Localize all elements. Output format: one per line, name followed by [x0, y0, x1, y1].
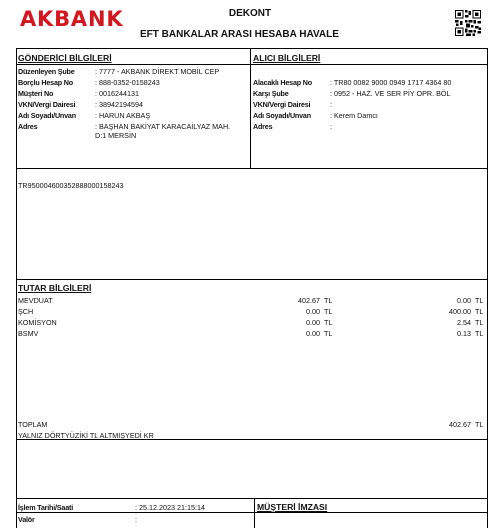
- amount-value: 402.67: [298, 296, 320, 305]
- amount-row-label: MEVDUAT: [18, 296, 53, 305]
- amount-currency-right: TL: [475, 318, 484, 327]
- receiver-field-label: Adı Soyadı/Unvan: [253, 111, 311, 120]
- receiver-field-value: : Kerem Damcı: [330, 111, 378, 120]
- amount-currency-right: TL: [475, 329, 484, 338]
- divider: [254, 498, 255, 528]
- amount-row-label: BSMV: [18, 329, 39, 338]
- amount-value: 0.00: [306, 329, 320, 338]
- sender-field-value: : 7777 - AKBANK DİREKT MOBİL CEP: [95, 67, 220, 76]
- amount-currency: TL: [324, 307, 333, 316]
- total-label: TOPLAM: [18, 420, 48, 429]
- customer-signature-label: MÜŞTERİ İMZASI: [257, 502, 328, 512]
- amount-currency: TL: [324, 318, 333, 327]
- sender-field-label: VKN/Vergi Dairesi: [18, 100, 76, 109]
- receiver-section-title: ALICI BİLGİLERİ: [253, 53, 321, 63]
- receiver-field-label: Adres: [253, 122, 273, 131]
- receiver-field-value: :: [330, 122, 332, 131]
- document-subtitle: EFT BANKALAR ARASI HESABA HAVALE: [140, 29, 339, 40]
- amount-value-right: 2.54: [457, 318, 471, 327]
- sender-field-value: : 0016244131: [95, 89, 139, 98]
- amounts-section-title: TUTAR BİLGİLERİ: [18, 283, 92, 293]
- amount-currency-right: TL: [475, 307, 484, 316]
- valor-label: Valör: [18, 515, 35, 524]
- amount-currency-right: TL: [475, 296, 484, 305]
- sender-field-value: : 38942194594: [95, 100, 143, 109]
- amount-currency: TL: [324, 329, 333, 338]
- sender-field-value: : HARUN AKBAŞ: [95, 111, 151, 120]
- receiver-field-label: Karşı Şube: [253, 89, 289, 98]
- amount-value: 0.00: [306, 318, 320, 327]
- divider: [16, 168, 488, 169]
- transaction-date-value: : 25.12.2023 21:15:14: [135, 503, 205, 512]
- divider: [16, 279, 488, 280]
- amount-currency: TL: [324, 296, 333, 305]
- sender-field-value: : 888-0352-0158243: [95, 78, 160, 87]
- amount-row-label: ŞCH: [18, 307, 34, 316]
- valor-value: :: [135, 515, 137, 524]
- amount-value: 0.00: [306, 307, 320, 316]
- sender-field-label: Borçlu Hesap No: [18, 78, 73, 87]
- receiver-field-label: Alacaklı Hesap No: [253, 78, 312, 87]
- receiver-field-value: : TR80 0082 9000 0949 1717 4364 80: [330, 78, 452, 87]
- total-in-words: YALNIZ DÖRTYÜZİKİ TL ALTMIŞYEDİ KR: [18, 431, 154, 440]
- document-title: DEKONT: [228, 8, 272, 19]
- amount-value-right: 0.13: [457, 329, 471, 338]
- sender-section-title: GÖNDERİCİ BİLGİLERİ: [18, 53, 112, 63]
- sender-address-value: : BAŞHAN BAKİYAT KARACAİLYAZ MAH.: [95, 122, 231, 131]
- qr-code-icon: [455, 10, 481, 36]
- receiver-field-value: :: [330, 100, 332, 109]
- sender-address-value-line2: D:1 MERSİN: [95, 131, 137, 140]
- amount-value-right: 0.00: [457, 296, 471, 305]
- sender-field-label: Düzenleyen Şube: [18, 67, 75, 76]
- amount-value-right: 400.00: [449, 307, 471, 316]
- receiver-field-value: : 0952 - HAZ. VE SER PİY OPR. BÖL: [330, 89, 451, 98]
- sender-field-label: Adı Soyadı/Unvan: [18, 111, 76, 120]
- total-amount: 402.67: [449, 420, 471, 429]
- receiver-field-label: VKN/Vergi Dairesi: [253, 100, 311, 109]
- divider: [16, 498, 488, 499]
- divider: [250, 48, 251, 168]
- transaction-date-label: İşlem Tarihi/Saati: [18, 503, 73, 512]
- divider: [16, 512, 488, 513]
- sender-field-label: Müşteri No: [18, 89, 54, 98]
- sender-field-label: Adres: [18, 122, 38, 131]
- total-currency: TL: [475, 420, 484, 429]
- akbank-logo: AKBANK: [20, 7, 124, 31]
- reference-number: TR950004600352888000158243: [18, 181, 124, 190]
- amount-row-label: KOMİSYON: [18, 318, 57, 327]
- divider: [16, 64, 488, 65]
